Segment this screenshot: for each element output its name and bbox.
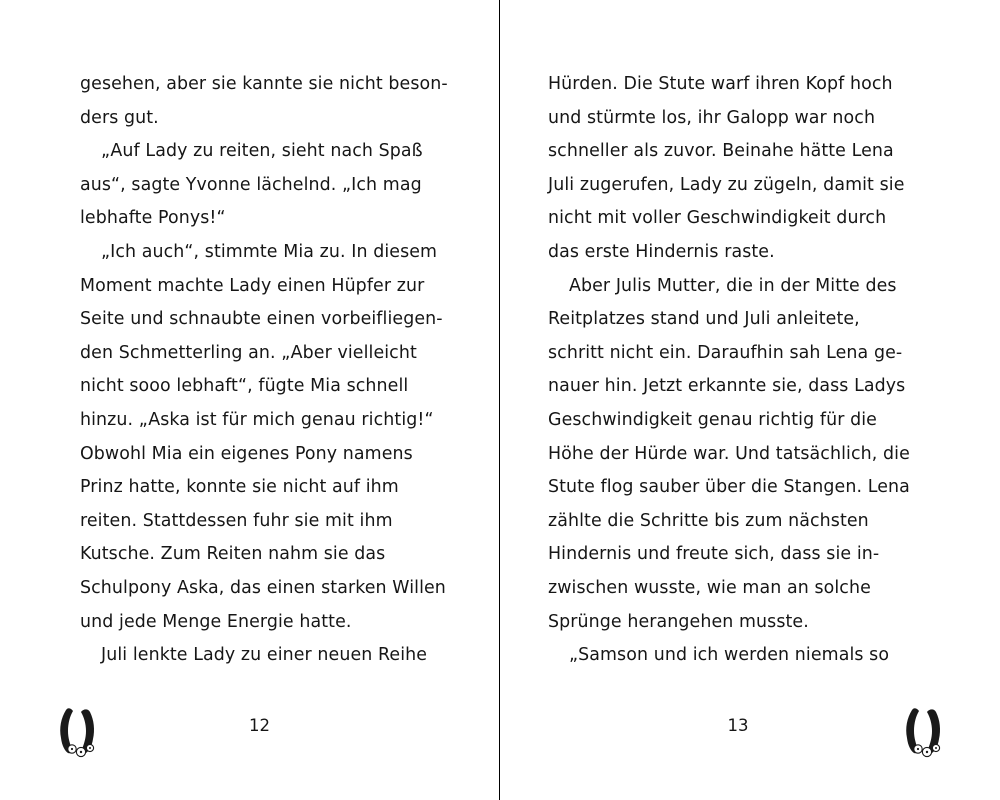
paragraph: „Auf Lady zu reiten, sieht nach Spaß aus“, sagte Yvonne lächelnd. „Ich mag lebhafte Ponys!“ — [80, 141, 423, 229]
paragraph: Juli lenkte Lady zu einer neuen Reihe — [101, 645, 428, 666]
paragraph: Hürden. Die Stute warf ihren Kopf hoch und stürmte los, ihr Galopp war noch schneller als zuvor. Beinahe hätte Lena Juli zugerufen, Lady zu zügeln, damit sie nicht mit voller Geschwindigkeit durch das erste Hindernis raste. — [548, 74, 905, 262]
left-page-footer — [0, 704, 499, 754]
page-number: 13 — [727, 716, 749, 735]
paragraph: „Ich auch“, stimmte Mia zu. In diesem Moment machte Lady einen Hüpfer zur Seite und schnaubte einen vorbeifliegen-den Schmetterling an. „Aber vielleicht nicht sooo lebhaft“, fügte Mia schnell hinzu. „Aska ist für mich genau richtig!“ Obwohl Mia ein eigenes Pony namens Prinz hatte, konnte sie nicht auf ihm reiten. Stattdessen fuhr sie mit ihm Kutsche. Zum Reiten nahm sie das Schulpony Aska, das einen starken Willen und jede Menge Energie hatte. — [80, 241, 446, 632]
paragraph: Aber Julis Mutter, die in der Mitte des Reitplatzes stand und Juli anleitete, schritt nicht ein. Daraufhin sah Lena ge-nauer hin. Jetzt erkannte sie, dass Ladys Geschwindigkeit genau richtig für die Höhe der Hürde war. Und tatsächlich, die Stute flog sauber über die Stangen. Lena zählte die Schritte bis zum nächsten Hindernis und freute sich, dass sie in-zwischen wusste, wie man an solche Sprünge herangehen musste. — [548, 275, 910, 632]
right-page — [500, 0, 1000, 800]
left-page-text-column — [80, 68, 452, 673]
horseshoe-with-flowers-icon — [896, 706, 950, 758]
right-page-inner — [500, 0, 1000, 800]
right-page-text-column — [548, 68, 920, 673]
right-page-footer — [500, 704, 1000, 754]
left-page-inner — [0, 0, 499, 800]
paragraph: „Samson und ich werden niemals so — [569, 645, 890, 666]
page-number: 12 — [249, 716, 270, 735]
paragraph: gesehen, aber sie kannte sie nicht beson-ders gut. — [80, 74, 448, 128]
horseshoe-with-flowers-icon — [50, 706, 104, 758]
